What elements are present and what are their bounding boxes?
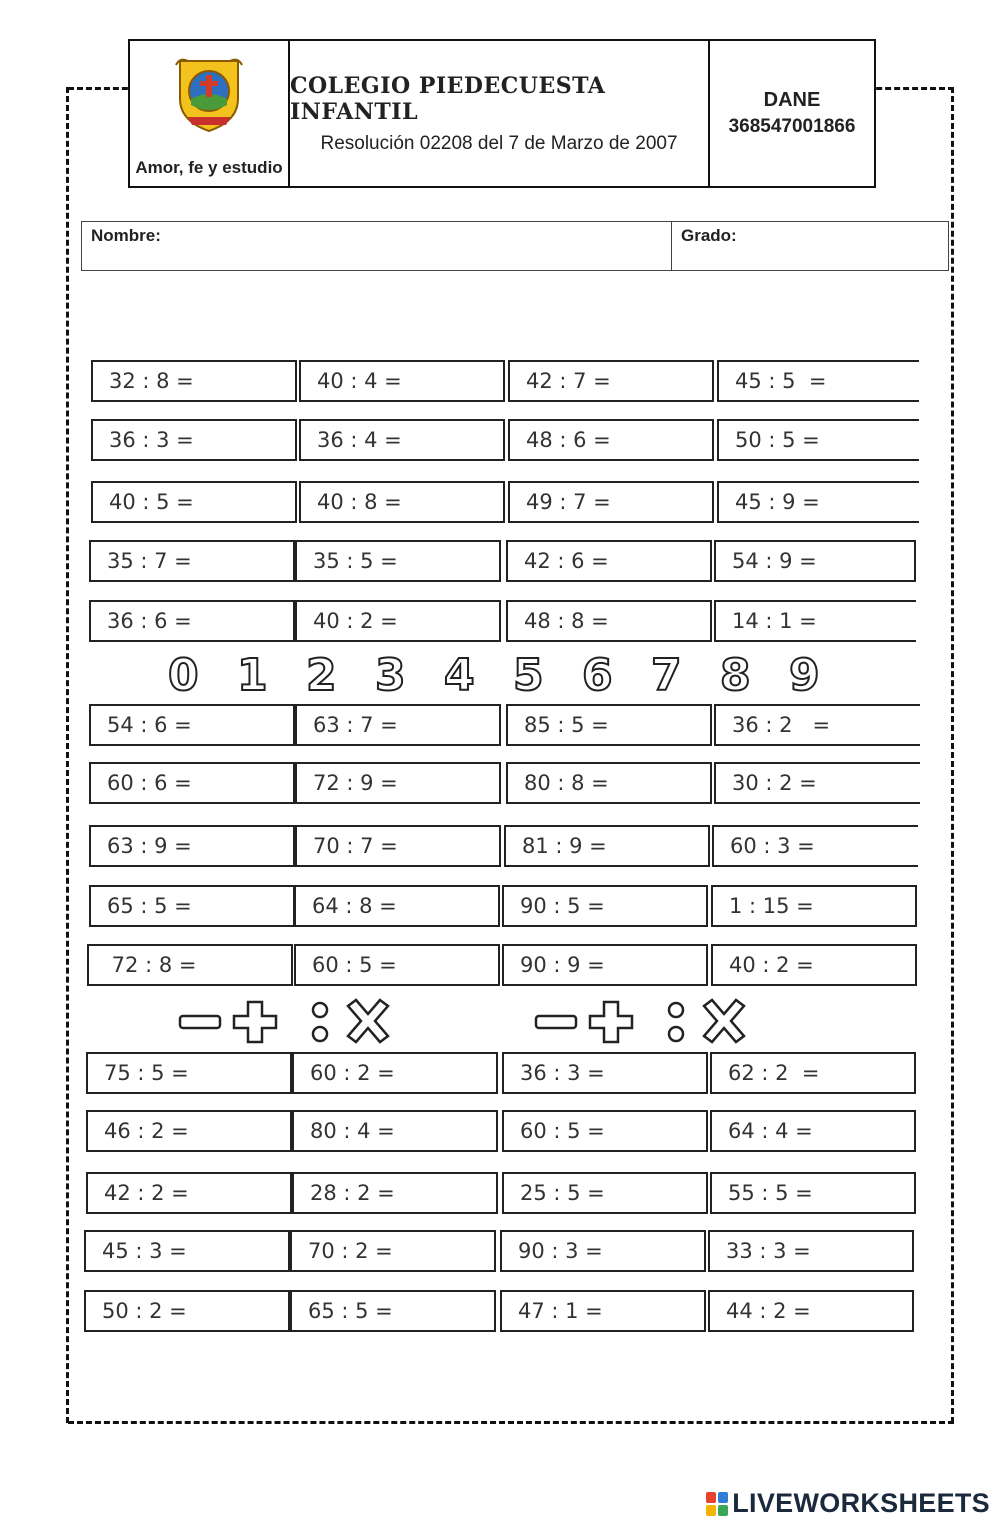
digit-glyph: 9 xyxy=(789,650,820,698)
resolution-text: Resolución 02208 del 7 de Marzo de 2007 xyxy=(320,132,678,154)
division-icon xyxy=(313,1003,327,1041)
digit-glyph: 7 xyxy=(651,650,682,698)
title-cell xyxy=(290,41,710,186)
digit-glyph: 2 xyxy=(306,650,337,698)
school-name: COLEGIO PIEDECUESTA INFANTIL xyxy=(290,72,606,125)
division-exercise-box[interactable]: 32 : 8 = xyxy=(91,360,297,402)
division-exercise-box[interactable]: 40 : 2 = xyxy=(711,944,917,986)
grade-field[interactable] xyxy=(672,222,948,270)
digit-glyph: 5 xyxy=(513,650,544,698)
minus-icon xyxy=(536,1016,576,1028)
division-exercise-box[interactable]: 40 : 4 = xyxy=(299,360,505,402)
division-exercise-box[interactable]: 40 : 5 = xyxy=(91,481,297,523)
division-exercise-box[interactable]: 60 : 3 = xyxy=(712,825,918,867)
division-exercise-box[interactable]: 36 : 3 = xyxy=(91,419,297,461)
division-exercise-box[interactable]: 48 : 6 = xyxy=(508,419,714,461)
division-exercise-box[interactable]: 50 : 5 = xyxy=(717,419,919,461)
division-exercise-box[interactable]: 55 : 5 = xyxy=(710,1172,916,1214)
logo-cell xyxy=(130,41,290,186)
liveworksheets-icon xyxy=(706,1492,728,1516)
division-exercise-box[interactable]: 49 : 7 = xyxy=(508,481,714,523)
division-exercise-box[interactable]: 33 : 3 = xyxy=(708,1230,914,1272)
division-exercise-box[interactable]: 75 : 5 = xyxy=(86,1052,292,1094)
division-exercise-box[interactable]: 80 : 8 = xyxy=(506,762,712,804)
division-exercise-box[interactable]: 30 : 2 = xyxy=(714,762,920,804)
division-exercise-box[interactable]: 36 : 6 = xyxy=(89,600,295,642)
digit-glyph: 1 xyxy=(237,650,268,698)
division-exercise-box[interactable]: 36 : 2 = xyxy=(714,704,920,746)
grade-label: Grado: xyxy=(681,226,737,245)
name-field[interactable] xyxy=(82,222,672,270)
operators-decoration-right xyxy=(532,998,772,1048)
division-exercise-box[interactable]: 14 : 1 = xyxy=(714,600,916,642)
division-exercise-box[interactable]: 47 : 1 = xyxy=(500,1290,706,1332)
division-exercise-box[interactable]: 70 : 2 = xyxy=(290,1230,496,1272)
division-exercise-box[interactable]: 60 : 5 = xyxy=(294,944,500,986)
division-exercise-box[interactable]: 54 : 6 = xyxy=(89,704,295,746)
division-exercise-box[interactable]: 90 : 5 = xyxy=(502,885,708,927)
plus-icon xyxy=(590,1002,632,1042)
division-exercise-box[interactable]: 46 : 2 = xyxy=(86,1110,292,1152)
school-crest-icon xyxy=(174,55,244,133)
name-label: Nombre: xyxy=(91,226,161,245)
dashed-border-right xyxy=(951,87,954,1423)
division-exercise-box[interactable]: 42 : 7 = xyxy=(508,360,714,402)
division-exercise-box[interactable]: 85 : 5 = xyxy=(506,704,712,746)
division-exercise-box[interactable]: 40 : 8 = xyxy=(299,481,505,523)
division-exercise-box[interactable]: 1 : 15 = xyxy=(711,885,917,927)
division-exercise-box[interactable]: 48 : 8 = xyxy=(506,600,712,642)
division-exercise-box[interactable]: 60 : 5 = xyxy=(502,1110,708,1152)
division-exercise-box[interactable]: 40 : 2 = xyxy=(295,600,501,642)
division-exercise-box[interactable]: 63 : 7 = xyxy=(295,704,501,746)
division-exercise-box[interactable]: 64 : 8 = xyxy=(294,885,500,927)
division-exercise-box[interactable]: 42 : 6 = xyxy=(506,540,712,582)
brand-text: LIVEWORKSHEETS xyxy=(732,1488,990,1518)
division-exercise-box[interactable]: 65 : 5 = xyxy=(89,885,295,927)
logo-tile xyxy=(718,1505,728,1516)
multiply-icon xyxy=(704,1000,744,1042)
division-exercise-box[interactable]: 64 : 4 = xyxy=(710,1110,916,1152)
division-exercise-box[interactable]: 35 : 7 = xyxy=(89,540,295,582)
division-exercise-box[interactable]: 72 : 8 = xyxy=(87,944,293,986)
dashed-border-left xyxy=(66,87,69,1423)
division-exercise-box[interactable]: 80 : 4 = xyxy=(292,1110,498,1152)
division-exercise-box[interactable]: 72 : 9 = xyxy=(295,762,501,804)
division-exercise-box[interactable]: 62 : 2 = xyxy=(710,1052,916,1094)
division-exercise-box[interactable]: 90 : 3 = xyxy=(500,1230,706,1272)
division-exercise-box[interactable]: 44 : 2 = xyxy=(708,1290,914,1332)
liveworksheets-logo xyxy=(706,1488,990,1519)
division-exercise-box[interactable]: 65 : 5 = xyxy=(290,1290,496,1332)
division-exercise-box[interactable]: 36 : 3 = xyxy=(502,1052,708,1094)
dane-code: 368547001866 xyxy=(728,116,856,137)
dane-cell xyxy=(710,41,874,186)
logo-tile xyxy=(706,1505,716,1516)
digit-glyph: 3 xyxy=(375,650,406,698)
school-header xyxy=(128,39,876,188)
division-exercise-box[interactable]: 35 : 5 = xyxy=(295,540,501,582)
digit-glyph: 6 xyxy=(582,650,613,698)
division-exercise-box[interactable]: 63 : 9 = xyxy=(89,825,295,867)
division-exercise-box[interactable]: 60 : 2 = xyxy=(292,1052,498,1094)
division-exercise-box[interactable]: 42 : 2 = xyxy=(86,1172,292,1214)
division-exercise-box[interactable]: 36 : 4 = xyxy=(299,419,505,461)
logo-tile xyxy=(718,1492,728,1503)
division-exercise-box[interactable]: 70 : 7 = xyxy=(295,825,501,867)
division-exercise-box[interactable]: 45 : 5 = xyxy=(717,360,919,402)
division-exercise-box[interactable]: 81 : 9 = xyxy=(504,825,710,867)
division-exercise-box[interactable]: 28 : 2 = xyxy=(292,1172,498,1214)
division-exercise-box[interactable]: 45 : 9 = xyxy=(717,481,919,523)
dane-label: DANE xyxy=(763,89,821,111)
division-exercise-box[interactable]: 60 : 6 = xyxy=(89,762,295,804)
logo-tile xyxy=(706,1492,716,1503)
multiply-icon xyxy=(348,1000,388,1042)
division-exercise-box[interactable]: 54 : 9 = xyxy=(714,540,916,582)
outlined-digits-decoration xyxy=(160,648,820,698)
dashed-border-bottom xyxy=(68,1421,954,1424)
plus-icon xyxy=(234,1002,276,1042)
division-exercise-box[interactable]: 50 : 2 = xyxy=(84,1290,290,1332)
digit-glyph: 0 xyxy=(168,650,199,698)
minus-icon xyxy=(180,1016,220,1028)
student-info-row xyxy=(81,221,949,271)
division-icon xyxy=(669,1003,683,1041)
division-exercise-box[interactable]: 25 : 5 = xyxy=(502,1172,708,1214)
school-motto: Amor, fe y estudio xyxy=(135,158,283,177)
division-exercise-box[interactable]: 45 : 3 = xyxy=(84,1230,290,1272)
operators-decoration-left xyxy=(176,998,416,1048)
digit-glyph: 8 xyxy=(720,650,751,698)
digit-glyph: 4 xyxy=(444,650,475,698)
division-exercise-box[interactable]: 90 : 9 = xyxy=(502,944,708,986)
